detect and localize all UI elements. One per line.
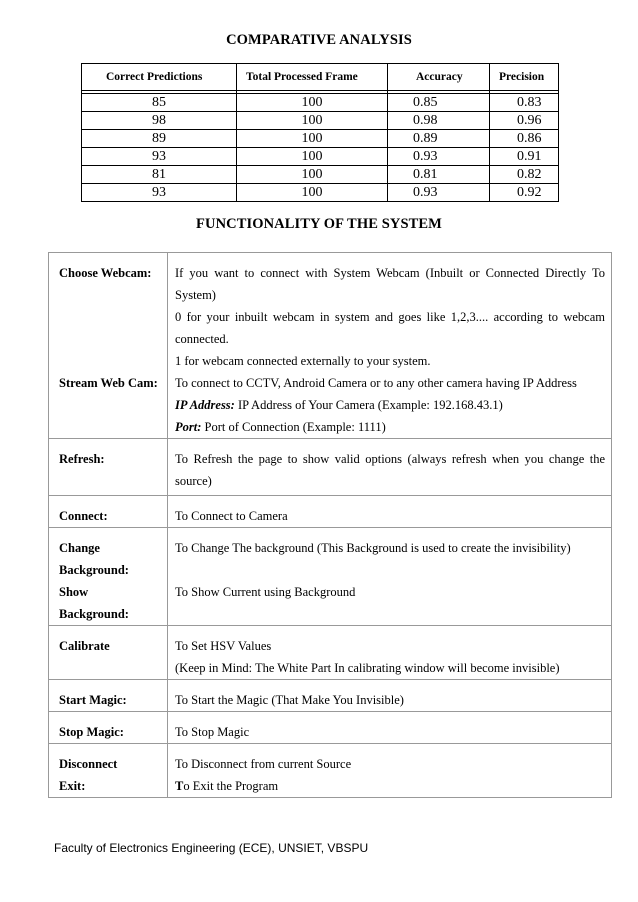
port-label: Port: <box>175 420 202 434</box>
refresh-line1: To Refresh the page to show valid options (always refresh when you change the <box>175 452 605 466</box>
ip-address-label: IP Address: <box>175 398 235 412</box>
functionality-title: FUNCTIONALITY OF THE SYSTEM <box>196 216 442 232</box>
page-footer: Faculty of Electronics Engineering (ECE), UNSIET, VBSPU <box>54 841 369 855</box>
label-start-magic: Start Magic: <box>59 693 127 707</box>
table-row <box>49 528 612 626</box>
stop-magic-line1: To Stop Magic <box>175 725 250 739</box>
choose-webcam-line5: 1 for webcam connected externally to your system. <box>175 354 431 368</box>
cell-precision: 0.83 <box>490 94 559 112</box>
calibrate-line2: (Keep in Mind: The White Part In calibrating window will become invisible) <box>175 661 560 675</box>
row-label <box>49 744 168 798</box>
cell-accuracy: 0.93 <box>388 148 490 166</box>
header-accuracy: Accuracy <box>388 64 490 91</box>
exit-rest-text: o Exit the Program <box>183 779 279 793</box>
row-label <box>49 626 168 680</box>
choose-webcam-line3: 0 for your inbuilt webcam in system and goes like 1,2,3.... according to webcam <box>175 310 605 324</box>
label-show-background: Background: <box>59 607 129 621</box>
row-description <box>168 528 612 626</box>
label-refresh: Refresh: <box>59 452 105 466</box>
row-description <box>168 253 612 439</box>
cell-correct: 98 <box>82 112 237 130</box>
disconnect-line1: To Disconnect from current Source <box>175 757 352 771</box>
label-calibrate: Calibrate <box>59 639 110 653</box>
cell-correct: 93 <box>82 148 237 166</box>
label-show: Show <box>59 585 89 599</box>
refresh-line2: source) <box>175 474 212 488</box>
start-magic-line1: To Start the Magic (That Make You Invisible) <box>175 693 404 707</box>
table-row <box>49 712 612 744</box>
cell-accuracy: 0.98 <box>388 112 490 130</box>
stream-port-line <box>175 416 605 438</box>
cell-correct: 89 <box>82 130 237 148</box>
label-change-background: Background: <box>59 563 129 577</box>
cell-total: 100 <box>237 166 388 184</box>
stream-web-cam-line1: To connect to CCTV, Android Camera or to any other camera having IP Address <box>175 376 577 390</box>
table-row <box>82 130 559 148</box>
row-label <box>49 528 168 626</box>
functionality-table <box>48 252 612 798</box>
table-row <box>49 680 612 712</box>
table-row <box>49 253 612 439</box>
cell-total: 100 <box>237 184 388 202</box>
cell-precision: 0.96 <box>490 112 559 130</box>
cell-correct: 85 <box>82 94 237 112</box>
ip-address-text: IP Address of Your Camera (Example: 192.168.43.1) <box>234 398 503 412</box>
row-description <box>168 744 612 798</box>
choose-webcam-line2: System) <box>175 288 216 302</box>
cell-precision: 0.86 <box>490 130 559 148</box>
cell-precision: 0.92 <box>490 184 559 202</box>
label-stream-web-cam: Stream Web Cam: <box>59 376 158 390</box>
table-row <box>82 184 559 202</box>
choose-webcam-line4: connected. <box>175 332 229 346</box>
table-row <box>82 112 559 130</box>
row-description <box>168 712 612 744</box>
table-row <box>82 94 559 112</box>
exit-line1 <box>175 775 605 797</box>
cell-accuracy: 0.89 <box>388 130 490 148</box>
show-background-line1: To Show Current using Background <box>175 585 356 599</box>
cell-total: 100 <box>237 148 388 166</box>
exit-bold-letter: T <box>175 779 184 793</box>
row-description <box>168 496 612 528</box>
cell-precision: 0.82 <box>490 166 559 184</box>
change-background-line1: To Change The background (This Background is used to create the invisibility) <box>175 541 571 555</box>
row-label <box>49 712 168 744</box>
cell-accuracy: 0.81 <box>388 166 490 184</box>
label-change: Change <box>59 541 100 555</box>
row-label <box>49 496 168 528</box>
table-row <box>49 744 612 798</box>
cell-precision: 0.91 <box>490 148 559 166</box>
header-precision: Precision <box>490 64 559 91</box>
cell-accuracy: 0.85 <box>388 94 490 112</box>
row-description <box>168 439 612 496</box>
comparative-table <box>81 63 559 202</box>
table-row <box>82 148 559 166</box>
header-correct-predictions: Correct Predictions <box>82 64 237 91</box>
comparative-analysis-title: COMPARATIVE ANALYSIS <box>226 32 412 48</box>
table-row <box>49 626 612 680</box>
stream-ip-line <box>175 394 605 416</box>
choose-webcam-line1: If you want to connect with System Webcam (Inbuilt or Connected Directly To <box>175 266 605 280</box>
header-total-processed-frame: Total Processed Frame <box>237 64 388 91</box>
cell-total: 100 <box>237 112 388 130</box>
label-choose-webcam: Choose Webcam: <box>59 266 152 280</box>
row-label <box>49 680 168 712</box>
label-exit: Exit: <box>59 779 86 793</box>
row-description <box>168 626 612 680</box>
table-row <box>49 439 612 496</box>
cell-total: 100 <box>237 94 388 112</box>
table-row <box>82 166 559 184</box>
row-label <box>49 253 168 439</box>
cell-correct: 93 <box>82 184 237 202</box>
cell-total: 100 <box>237 130 388 148</box>
calibrate-line1: To Set HSV Values <box>175 639 272 653</box>
cell-correct: 81 <box>82 166 237 184</box>
connect-line1: To Connect to Camera <box>175 509 288 523</box>
label-stop-magic: Stop Magic: <box>59 725 124 739</box>
row-label <box>49 439 168 496</box>
label-connect: Connect: <box>59 509 108 523</box>
port-text: Port of Connection (Example: 1111) <box>201 420 386 434</box>
row-description <box>168 680 612 712</box>
cell-accuracy: 0.93 <box>388 184 490 202</box>
table-row <box>49 496 612 528</box>
table-header-row <box>82 64 559 91</box>
label-disconnect: Disconnect <box>59 757 118 771</box>
